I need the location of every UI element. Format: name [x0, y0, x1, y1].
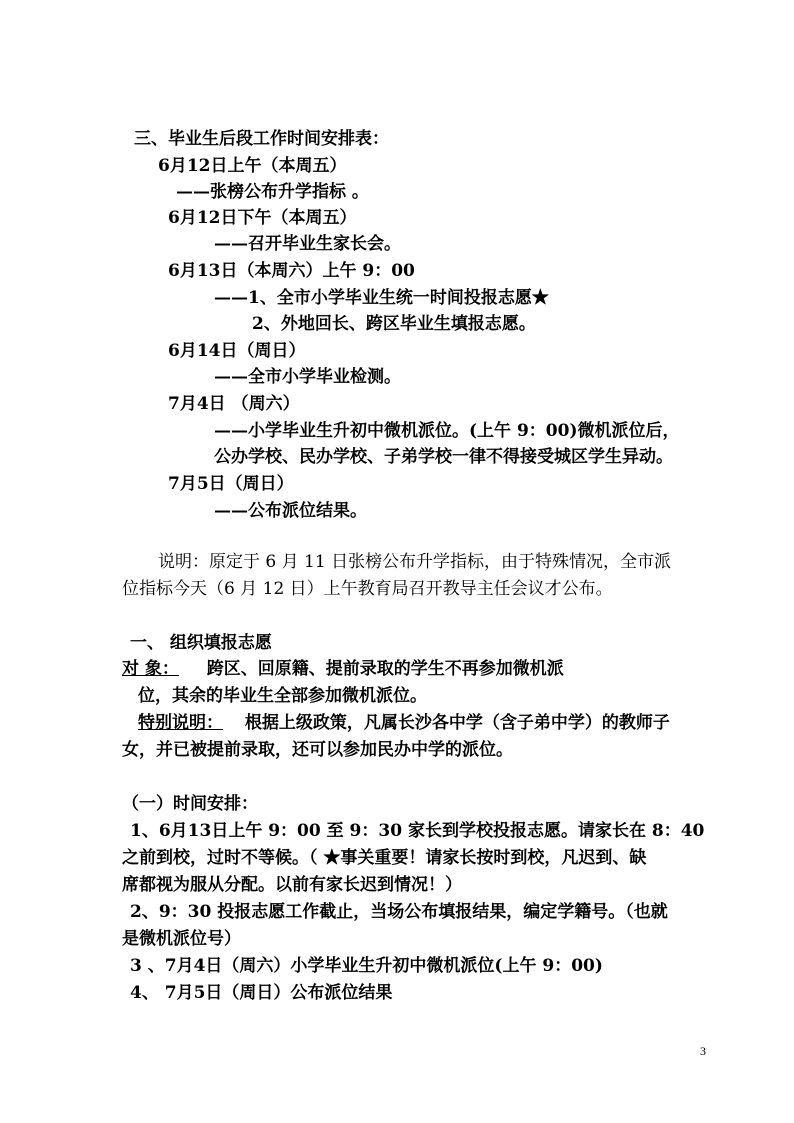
item3-desc2: 2、外地回长、跨区毕业生填报志愿。	[252, 314, 536, 334]
note-line2: 位指标今天（6 月 12 日）上午教育局召开教导主任会议才公布。	[122, 579, 613, 599]
item3-date: 6月13日（本周六）上午 9：00	[168, 261, 415, 281]
target-label: 对 象：	[122, 659, 179, 679]
schedule-title: （一）时间安排：	[122, 794, 258, 814]
item1-date: 6月12日上午（本周五）	[158, 156, 347, 176]
item5-date: 7月4日 （周六）	[168, 394, 300, 414]
item4-date: 6月14日（周日）	[168, 341, 306, 361]
schedule-line-7: 4、 7月5日（周日）公布派位结果	[130, 983, 393, 1003]
item5-desc2: 公办学校、民办学校、子弟学校一律不得接受城区学生异动。	[214, 447, 673, 467]
schedule-line-5: 是微机派位号）	[122, 929, 241, 949]
note-line1: 说明：原定于 6 月 11 日张榜公布升学指标，由于特殊情况，全市派	[158, 552, 672, 572]
special-text2: 女，并已被提前录取，还可以参加民办中学的派位。	[122, 740, 513, 760]
section3-title: 三、毕业生后段工作时间安排表：	[134, 129, 389, 149]
page-number: 3	[700, 1044, 706, 1058]
item2-desc: ——召开毕业生家长会。	[214, 234, 401, 254]
item6-date: 7月5日（周日）	[168, 474, 294, 494]
target-text: 跨区、回原籍、提前录取的学生不再参加微机派	[206, 659, 564, 679]
schedule-line-1: 1、6月13日上午 9：00 至 9：30 家长到学校投报志愿。请家长在 8：40	[130, 821, 705, 841]
schedule-line-4: 2、9：30 投报志愿工作截止，当场公布填报结果，编定学籍号。（也就	[130, 902, 668, 922]
item2-date: 6月12日下午（本周五）	[168, 208, 357, 228]
item3-desc: ——1、全市小学毕业生统一时间投报志愿★	[214, 288, 549, 308]
schedule-line-6: 3 、7月4日（周六）小学毕业生升初中微机派位(上午 9：00)	[130, 956, 603, 976]
target-text2: 位，其余的毕业生全部参加微机派位。	[138, 686, 427, 706]
target-row	[122, 658, 564, 680]
special-label: 特别说明：	[138, 713, 223, 733]
special-row	[138, 712, 670, 734]
schedule-line-2: 之前到校，过时不等候。（ ★事关重要！请家长按时到校，凡迟到、缺	[122, 848, 647, 868]
item6-desc: ——公布派位结果。	[214, 501, 367, 521]
item4-desc: ——全市小学毕业检测。	[214, 367, 401, 387]
schedule-line-3: 席都视为服从分配。以前有家长迟到情况！）	[122, 875, 462, 895]
item5-desc: ——小学毕业生升初中微机派位。(上午 9：00)微机派位后，	[214, 421, 680, 441]
item1-desc: ——张榜公布升学指标 。	[176, 182, 369, 202]
special-text: 根据上级政策，凡属长沙各中学（含子弟中学）的教师子	[244, 713, 670, 733]
section1-title: 一、 组织填报志愿	[130, 633, 272, 653]
